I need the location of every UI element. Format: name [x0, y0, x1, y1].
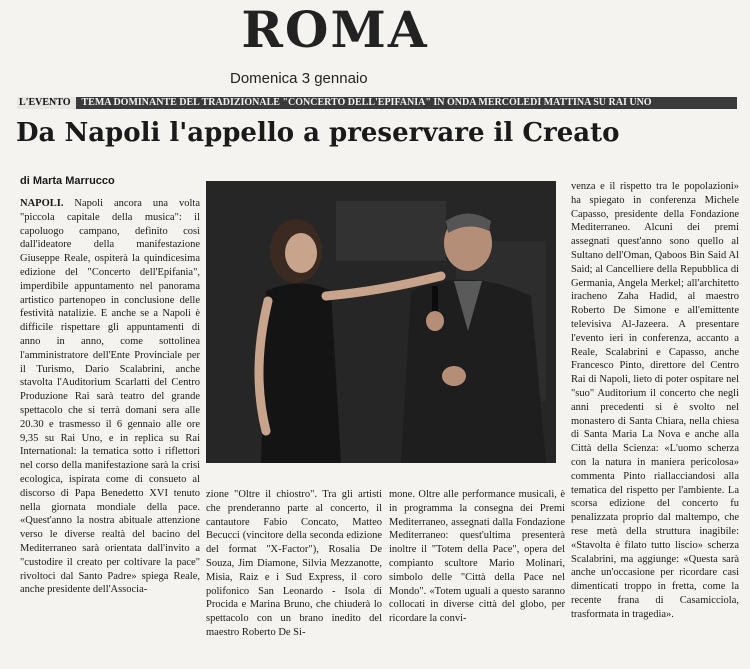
article-byline: di Marta Marrucco: [20, 175, 115, 187]
column-1-text: Napoli ancora una volta "piccola capitale della musica": il capoluogo campano, definito così dall'ideatore della manifestazione Giuseppe Reale, ospiterà la quindicesima edizione del "Concerto dell'Epifania", imperdibile appuntamento nel panorama artistico partenopeo in conclusione delle festività natalizie. E anche se a Napoli è difficile rispettare gli appuntamenti di anno in anno, come sottolinea l'amministratore dell'Ente Provinciale per il Turismo, Dario Scalabrini, anche stavolta l'Auditorium Scarlatti del Centro Produzione Rai sarà teatro del grande spettacolo che si terrà domani sera alle 20.30 e trasmesso il 6 gennaio alle ore 9,35 su Rai Uno, e in replica su Rai International: la tematica sotto i riflettori nel corso della manifestazione sarà la crisi ecologica, ispirata come di consueto al discorso di Papa Benedetto XVI tenuto nella giornata mondiale della pace. «Quest'anno la nostra abituale attenzione verso le diverse realtà del bacino del Mediterraneo sarà orientata dall'invito a "custodire il creato per coltivare la pace" rivoltoci dal Santo Padre» spiega Reale, anche presidente dell'Associa-: [20, 198, 200, 596]
section-kicker: L'EVENTO: [17, 97, 76, 109]
photo-illustration: [206, 181, 556, 463]
section-topic: TEMA DOMINANTE DEL TRADIZIONALE "CONCERTO DELL'EPIFANIA" IN ONDA MERCOLEDÌ MATTINA SU RAI UNO: [81, 97, 652, 108]
article-column-3: [389, 488, 565, 663]
column-2-text: zione "Oltre il chiostro". Tra gli artisti che prenderanno parte al concerto, il cantautore Fabio Concato, Matteo Becucci (vincitore della seconda edizione del format "X-Factor"), Rosalia De Souza, Jim Diamone, Silvia Mezzanotte, Misia, Raiz e i Sud Express, il coro polifonico San Leonardo - Isola di Procida e Marina Bruno, che chiuderà lo spettacolo con un brano inedito del maestro Roberto De Si-: [206, 489, 382, 638]
article-column-1: [20, 197, 200, 663]
article-column-4: [571, 180, 739, 663]
article-column-2: [206, 488, 382, 663]
section-strap: [17, 97, 737, 109]
article-headline: Da Napoli l'appello a preservare il Creato: [16, 118, 620, 148]
column-4-text: venza e il rispetto tra le popolazioni» ha spiegato in conferenza Michele Capasso, presidente della Fondazione Mediterraneo. Alcuni dei premi assegnati quest'anno sono quello al Sultano dell'Oman, Qaboos Bin Said Al Said; al Cancelliere della Repubblica di Germania, Angela Merkel; all'architetto iracheno Zaha Hadid, al maestro Roberto De Simone e all'emittente televisiva Al-Jazeera. A presentare l'evento ieri in conferenza, accanto a Reale, Scalabrini e Capasso, anche Francesco Pinto, direttore del Centro Rai di Napoli, lieto di poter ospitare nel "suo" Auditorium il concerto che negli anni precedenti si è svolto nel monastero di Santa Chiara, nella chiesa di Santa Maria La Nova e anche alla Città della Scienza: «L'uomo scherza con la natura in maniera pericolosa» commenta Pinto riallacciandosi alla tematica del rispetto per l'ambiente. La scorsa edizione del concerto fu penalizzata proprio dal maltempo, che rese metà della struttura inagibile: «Stavolta è filato tutto liscio» scherza Scalabrini, ma aggiunge: «Questa sarà anche un'occasione per ricordare casi dimenticati troppo in fretta, come la recente frana di Casamicciola, trasformata in tragedia».: [571, 181, 739, 620]
issue-date: Domenica 3 gennaio: [230, 70, 368, 87]
masthead-title: ROMA: [241, 0, 429, 59]
article-dateline: NAPOLI.: [20, 198, 64, 209]
column-3-text: mone. Oltre alle performance musicali, è in programma la consegna dei Premi Mediterraneo, assegnati dalla Fondazione Mediterraneo: quest'ultima presenterà inoltre il "Totem della Pace", opera del compianto scultore Mario Molinari, simbolo delle "Città della Pace nel Mondo". «Totem uguali a questo saranno collocati in diverse città del globo, per ricordare la convi-: [389, 489, 565, 625]
article-photo: [206, 181, 556, 463]
